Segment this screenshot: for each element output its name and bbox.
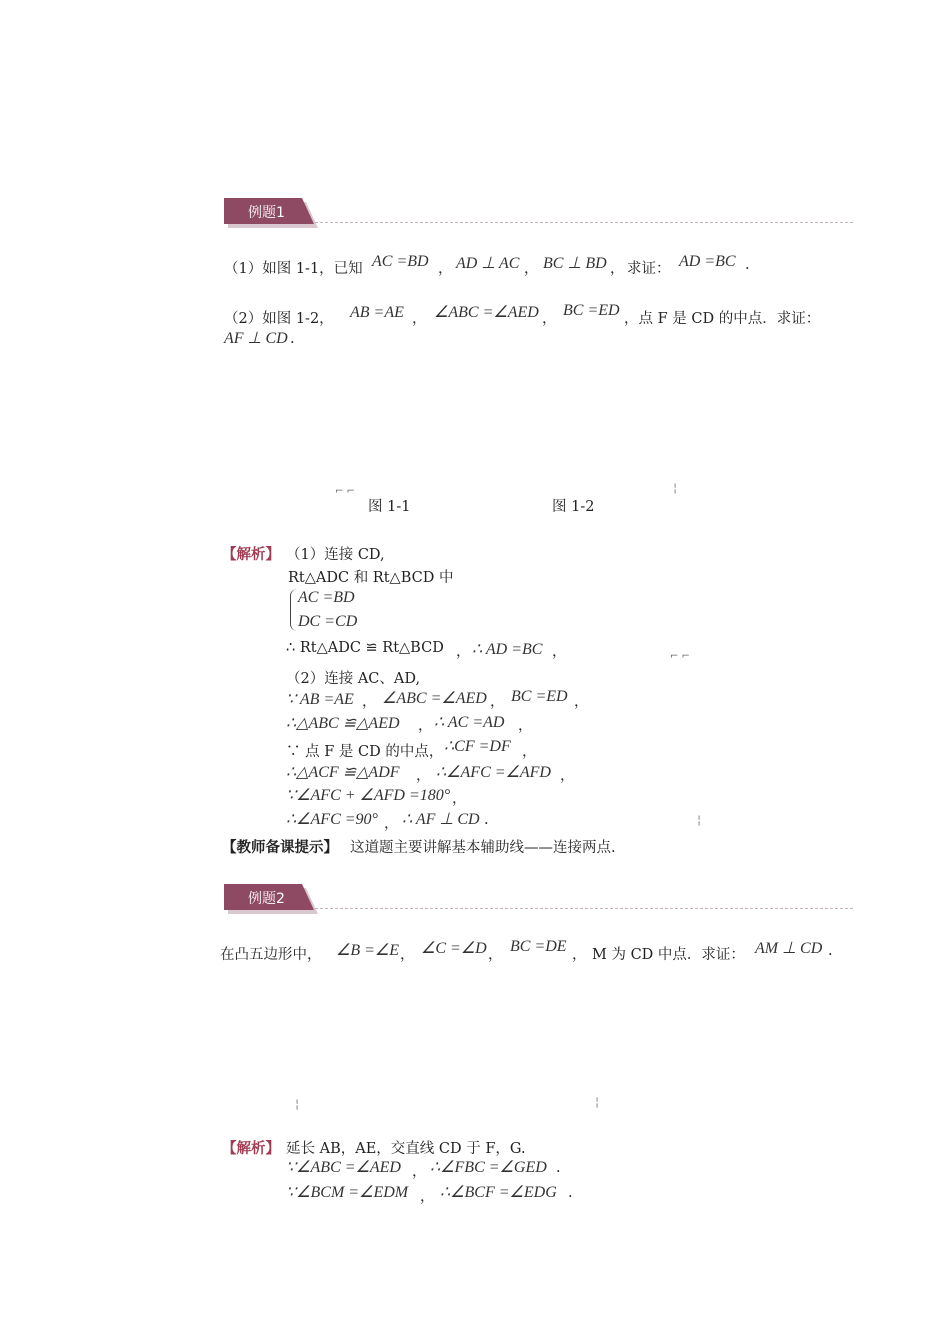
comma: ，	[522, 744, 537, 760]
sol1-line3b: ∴ AD =BC	[472, 641, 543, 658]
comma: ，	[542, 311, 557, 327]
comma: ，	[384, 816, 399, 832]
comma: ，	[420, 1189, 435, 1205]
teacher-tip-label: 【教师备课提示】	[222, 839, 338, 856]
period: .	[745, 257, 750, 273]
p2-math-1: AB =AE	[350, 304, 404, 321]
comma: ，	[560, 768, 575, 784]
figure-marker: ⌐ ⌐	[670, 651, 690, 662]
p1-prefix: （1）如图 1-1，已知	[224, 261, 363, 277]
comma: ，	[490, 694, 505, 710]
sol1-line6a: ∴△ABC ≌△AED	[286, 715, 400, 732]
sol1-sys1: AC =BD	[298, 589, 355, 606]
comma: ，	[362, 694, 377, 710]
comma: ，	[456, 644, 471, 660]
fig2-caption: 图 1-2	[552, 499, 595, 515]
p1-math-1: AC =BD	[372, 253, 429, 270]
sol1-line5a: ∵ AB =AE	[286, 691, 354, 708]
example2-tag-label: 例题2	[248, 891, 285, 907]
comma: ，	[552, 644, 567, 660]
period: .	[290, 331, 295, 347]
p2-math-2: ∠ABC =∠AED	[434, 304, 539, 321]
comma: ，	[400, 947, 415, 963]
comma: ，	[412, 311, 427, 327]
sol2-line2a: ∵∠ABC =∠AED	[286, 1159, 401, 1176]
comma: ，	[572, 947, 587, 963]
figure-marker: ⌐ ⌐	[335, 486, 355, 497]
p1-math-2: AD ⊥ AC	[456, 255, 520, 272]
p2-math-4: AF ⊥ CD	[224, 330, 288, 347]
teacher-tip: 这道题主要讲解基本辅助线——连接两点.	[350, 840, 616, 856]
sol1-line1: （1）连接 CD,	[286, 547, 385, 563]
sol1-line5c: BC =ED	[511, 688, 568, 705]
p1-qz: 求证：	[627, 261, 671, 277]
figure-marker: ╎	[696, 816, 703, 827]
p2-tail: ，点 F 是 CD 的中点．求证：	[624, 311, 821, 327]
example2-divider	[315, 908, 853, 909]
ex2-math-1: ∠B =∠E	[336, 942, 400, 959]
p1-math-3: BC ⊥ BD	[543, 255, 607, 272]
ex2-math-2: ∠C =∠D	[421, 940, 487, 957]
ex2-prefix: 在凸五边形中，	[220, 947, 322, 963]
period: .	[828, 943, 833, 959]
sol2-line3a: ∵∠BCM =∠EDM	[286, 1184, 409, 1201]
sol1-line4: （2）连接 AC、AD,	[286, 671, 421, 687]
sol1-line7a: ∵ 点 F 是 CD 的中点，	[286, 744, 444, 760]
p2-math-3: BC =ED	[563, 302, 620, 319]
p1-math-4: AD =BC	[679, 253, 736, 270]
sol2-line2b: ∴∠FBC =∠GED	[430, 1159, 547, 1176]
comma: ，	[518, 718, 533, 734]
example2-tag	[224, 884, 324, 910]
solution1-label: 【解析】	[222, 546, 280, 563]
sol1-line2: Rt△ADC 和 Rt△BCD 中	[288, 570, 454, 586]
comma: ，	[524, 261, 539, 277]
comma: ，	[574, 694, 589, 710]
comma: ，	[610, 261, 625, 277]
sol1-line10a: ∴∠AFC =90°	[286, 811, 378, 828]
sol1-line7b: ∴CF =DF	[444, 738, 511, 755]
ex2-math-3: BC =DE	[510, 938, 567, 955]
sol1-line8a: ∴△ACF ≌△ADF	[286, 764, 400, 781]
ex2-math-4: AM ⊥ CD	[755, 940, 823, 957]
figure-marker: ╎	[672, 484, 679, 495]
sol2-line1: 延长 AB，AE，交直线 CD 于 F，G.	[286, 1141, 526, 1157]
sol1-line10b: ∴ AF ⊥ CD	[402, 811, 480, 828]
example1-tag-label: 例题1	[248, 205, 285, 221]
sol2-line3b: ∴∠BCF =∠EDG	[440, 1184, 557, 1201]
comma: ，	[452, 791, 467, 807]
ex2-mid: M 为 CD 中点．求证：	[592, 947, 745, 963]
system-brace	[290, 589, 297, 631]
comma: ，	[438, 261, 453, 277]
figure-marker: ╎	[594, 1098, 601, 1109]
sol1-line5b: ∠ABC =∠AED	[382, 690, 487, 707]
solution2-label: 【解析】	[222, 1140, 280, 1157]
figure-marker: ╎	[294, 1100, 301, 1111]
period: .	[556, 1160, 561, 1176]
sol1-sys2: DC =CD	[298, 613, 358, 630]
comma: ，	[418, 718, 433, 734]
sol1-line6b: ∴ AC =AD	[434, 714, 505, 731]
sol1-line9: ∵∠AFC + ∠AFD =180°	[286, 787, 451, 804]
p2-prefix: （2）如图 1-2，	[224, 311, 334, 327]
example1-tag	[224, 198, 324, 224]
comma: ，	[412, 1164, 427, 1180]
fig1-caption: 图 1-1	[368, 499, 411, 515]
sol1-line3a: ∴ Rt△ADC ≌ Rt△BCD	[286, 640, 444, 656]
comma: ，	[488, 947, 503, 963]
period: .	[484, 812, 489, 828]
sol1-line8b: ∴∠AFC =∠AFD	[436, 764, 551, 781]
example1-divider	[315, 222, 853, 223]
comma: ，	[416, 768, 431, 784]
period: .	[568, 1185, 573, 1201]
